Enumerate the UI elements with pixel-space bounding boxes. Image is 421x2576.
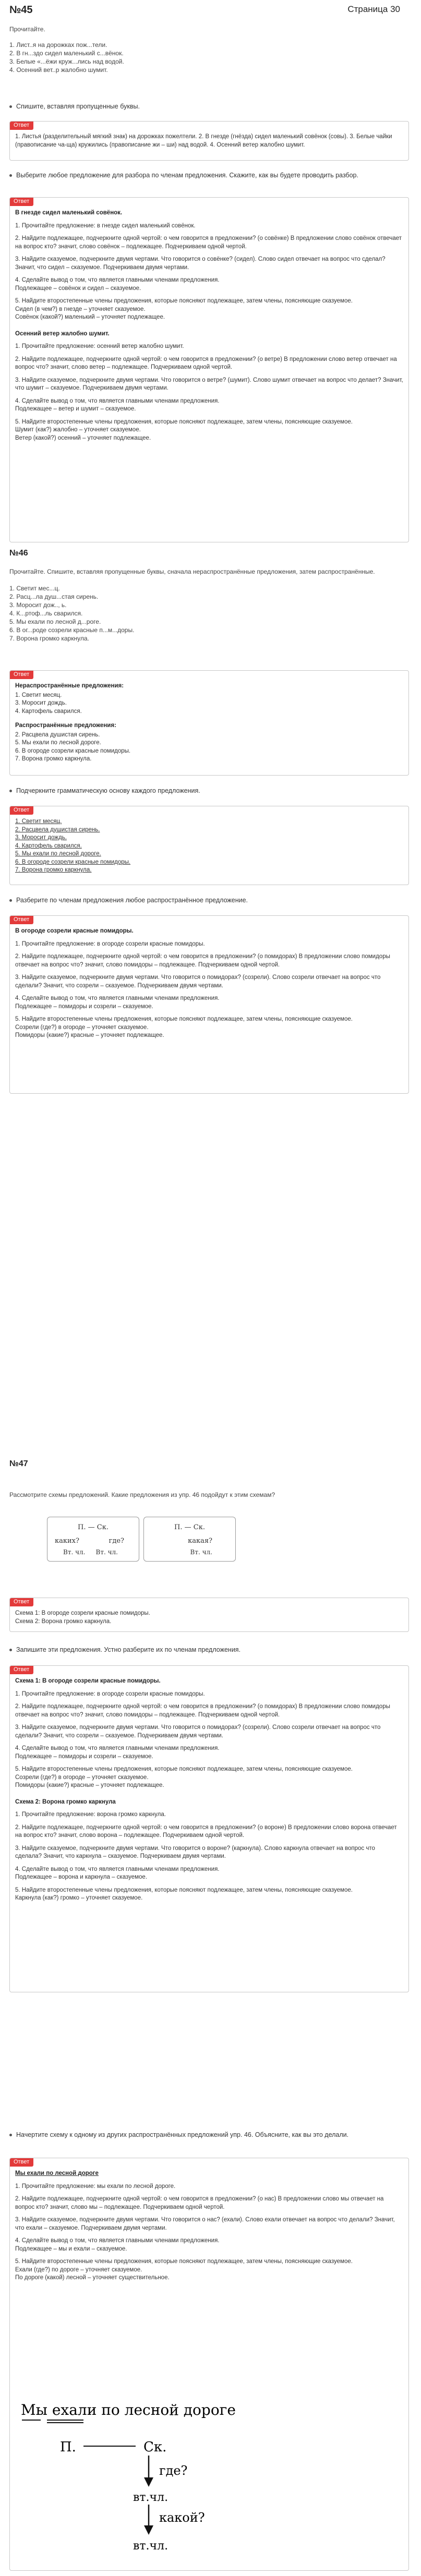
- answer-step: Ехали (где?) по дороге – уточняет сказуемое.: [15, 2266, 142, 2273]
- answer-step: 2. Найдите подлежащее, подчеркните одной чертой: о чем говорится в предложении? (о ветре) В предложении слово ветер отвечает на вопрос что? значит, слово ветер – подлежащее. Подчеркиваем одной чертой.: [15, 356, 397, 370]
- sentence: 4. Картофель сварился.: [15, 708, 82, 715]
- scheme-1: [47, 1517, 139, 1562]
- question: [9, 2131, 406, 2139]
- arrow-down-icon: [144, 2477, 153, 2487]
- scheme-secondary: Вт. чл.: [63, 1549, 86, 1556]
- task-46-item: 6. В ог...роде созрели красные п...м...доры.: [9, 626, 135, 634]
- answer-step: 2. Найдите подлежащее, подчеркните одной чертой: о чем говорится в предложении? (о помидорах) В предложении слово помидоры отвечает на вопрос что? значит, слово помидоры – подлежащее. Подчеркиваем одной чертой.: [15, 1703, 390, 1718]
- answer-step: 5. Найдите второстепенные члены предложения, которые поясняют подлежащее, затем члены, поясняющие сказуемое.: [15, 1016, 353, 1022]
- answer-box: [9, 915, 409, 1094]
- scheme-main-members: П. — Ск.: [174, 1523, 205, 1531]
- task-47-intro: Рассмотрите схемы предложений. Какие предложения из упр. 46 подойдут к этим схемам?: [9, 1491, 275, 1498]
- answer-step: 5. Найдите второстепенные члены предложения, которые поясняют подлежащее, затем члены, поясняющие сказуемое.: [15, 418, 353, 425]
- answer-step: 1. Прочитайте предложение: осенний ветер жалобно шумит.: [15, 343, 184, 349]
- answer-step: Подлежащее – помидоры и созрели – сказуемое.: [15, 1003, 153, 1010]
- handwritten-scheme: [16, 2394, 261, 2571]
- answer-body: [15, 1610, 403, 1626]
- answer-text: 1. Листья (разделительный мягкий знак) на дорожках пожелтели. 2. В гнезде (гнёзда) сидел маленький совёнок (совы). 3. Белые чайки (правописание ча-ща) кружились (правописание жи – ши) над водой. 4. Осенний ветер жалобно шумит.: [15, 134, 392, 148]
- answer-step: 2. Найдите подлежащее, подчеркните одной чертой: о чем говорится в предложении? (о нас) В предложении слово мы отвечает на вопрос кто? значит, слово мы – подлежащее. Подчеркиваем одной чертой.: [15, 2196, 384, 2210]
- question-text: Подчеркните грамматическую основу каждого предложения.: [16, 787, 200, 794]
- answer-label: Ответ: [9, 915, 33, 924]
- hw-secondary-2: вт.чл.: [133, 2539, 169, 2553]
- question-text: Запишите эти предложения. Устно разберите их по членам предложения.: [16, 1646, 241, 1653]
- answer-step: 3. Найдите сказуемое, подчеркните двумя чертами. Что говорится о нас? (ехали). Слово ехали отвечает на вопрос что делали? Значит, что ехали – сказуемое. Подчеркиваем двумя чертами.: [15, 2217, 395, 2231]
- sentence-title: Осенний ветер жалобно шумит.: [15, 330, 110, 337]
- sentence-title: В гнезде сидел маленький совёнок.: [15, 210, 123, 216]
- task-46-item: 1. Светит мес...ц.: [9, 585, 60, 592]
- answer-box: [9, 806, 409, 885]
- question: [9, 102, 406, 111]
- answer-step: 3. Найдите сказуемое, подчеркните двумя чертами. Что говорится о помидорах? (созрели). Слово созрели отвечает на вопрос что сделали? Значит, что созрели – сказуемое. Подчеркиваем двумя чертами.: [15, 1724, 381, 1739]
- hw-sentence: Мы ехали по лесной дороге: [21, 2401, 236, 2418]
- question-text: Спишите, вставляя пропущенные буквы.: [16, 103, 140, 110]
- answer-step: 1. Прочитайте предложение: мы ехали по лесной дороге.: [15, 2183, 176, 2190]
- scheme-secondary: Вт. чл.: [190, 1549, 212, 1556]
- sentence-title: Схема 1: В огороде созрели красные помидоры.: [15, 1678, 161, 1684]
- answer-box: [9, 121, 409, 161]
- scheme-2: [143, 1517, 236, 1562]
- sentence: 5. Мы ехали по лесной дороге.: [15, 851, 101, 857]
- answer-step: 1. Прочитайте предложение: в огороде созрели красные помидоры.: [15, 940, 205, 947]
- answer-step: Сидел (в чем?) в гнезде – уточняет сказуемое.: [15, 306, 146, 312]
- bullet-icon: [9, 105, 12, 108]
- question-text: Выберите любое предложение для разбора по членам предложения. Скажите, как вы будете проводить разбор.: [16, 172, 358, 179]
- sentence: 2. Расцвела душистая сирень.: [15, 826, 100, 833]
- answer-step: 5. Найдите второстепенные члены предложения, которые поясняют подлежащее, затем члены, поясняющие сказуемое.: [15, 298, 353, 304]
- answer-step: Подлежащее – ворона и каркнула – сказуемое.: [15, 1874, 148, 1880]
- answer-text: Схема 1: В огороде созрели красные помидоры.: [15, 1610, 150, 1616]
- answer-text: Схема 2: Ворона громко каркнула.: [15, 1618, 112, 1625]
- bullet-icon: [9, 2134, 12, 2136]
- page-number: Страница 30: [347, 4, 400, 14]
- answer-body: [15, 818, 403, 875]
- answer-step: 4. Сделайте вывод о том, что является главными членами предложения.: [15, 397, 220, 404]
- answer-box: [9, 197, 409, 542]
- answer-label: Ответ: [9, 121, 33, 130]
- task-number-47: №47: [9, 1459, 28, 1468]
- hw-subject: П.: [60, 2439, 76, 2455]
- question: [9, 896, 406, 904]
- answer-body: [15, 133, 403, 154]
- question-text: Начертите схему к одному из других распространённых предложений упр. 46. Объясните, как вы это делали.: [16, 2131, 349, 2138]
- answer-step: Ветер (какой?) осенний – уточняет подлежащее.: [15, 434, 151, 441]
- hw-secondary-1: вт.чл.: [133, 2491, 169, 2504]
- sentence: 7. Ворона громко каркнула.: [15, 867, 92, 873]
- bullet-icon: [9, 174, 12, 177]
- answer-step: Подлежащее – помидоры и созрели – сказуемое.: [15, 1753, 153, 1760]
- task-45-item: 2. В гн...здо сидел маленький с...вёнок.: [9, 50, 124, 57]
- answer-step: Подлежащее – ветер и шумит – сказуемое.: [15, 406, 136, 412]
- answer-step: 3. Найдите сказуемое, подчеркните двумя чертами. Что говорится о совёнке? (сидел). Слово сидел отвечает на вопрос что сделал? Значит, что сидел – сказуемое. Подчеркиваем двумя чертами.: [15, 256, 386, 271]
- task-46-intro: Прочитайте. Спишите, вставляя пропущенные буквы, сначала нераспространённые предложения, затем распространённые.: [9, 568, 375, 575]
- answer-step: Совёнок (какой?) маленький – уточняет подлежащее.: [15, 314, 165, 320]
- answer-step: 3. Найдите сказуемое, подчеркните двумя чертами. Что говорится о ветре? (шумит). Слово шумит отвечает на вопрос что делает? Значит, что шумит – сказуемое. Подчеркиваем двумя чертами.: [15, 377, 403, 391]
- answer-step: Созрели (где?) в огороде – уточняет сказуемое.: [15, 1024, 149, 1031]
- answer-step: Созрели (где?) в огороде – уточняет сказуемое.: [15, 1774, 149, 1781]
- answer-step: 3. Найдите сказуемое, подчеркните двумя чертами. Что говорится о вороне? (каркнула). Слово каркнула отвечает на вопрос что сделала? Значит, что каркнула – сказуемое. Подчеркиваем двумя чертами.: [15, 1845, 375, 1859]
- sentence: 3. Моросит дождь.: [15, 700, 67, 706]
- scheme-question: где?: [109, 1537, 124, 1545]
- answer-label: Ответ: [9, 1665, 33, 1674]
- answer-step: 4. Сделайте вывод о том, что является главными членами предложения.: [15, 995, 220, 1001]
- answer-body: [15, 1677, 403, 1903]
- bullet-icon: [9, 1649, 12, 1651]
- group-heading: Нераспространённые предложения:: [15, 683, 124, 689]
- scheme-question: каких?: [55, 1537, 79, 1545]
- answer-step: Шумит (как?) жалобно – уточняет сказуемое.: [15, 427, 141, 433]
- question: [9, 171, 406, 179]
- answer-step: По дороге (какой) лесной – уточняет существительное.: [15, 2275, 170, 2281]
- bullet-icon: [9, 899, 12, 902]
- sentence-title: Схема 2: Ворона громко каркнула: [15, 1798, 116, 1805]
- bullet-icon: [9, 790, 12, 792]
- sentence: 4. Картофель сварился.: [15, 842, 82, 849]
- answer-label: Ответ: [9, 197, 33, 206]
- task-46-item: 3. Моросит дож.., ь.: [9, 601, 67, 609]
- scheme-secondary: Вт. чл.: [95, 1549, 118, 1556]
- answer-label: Ответ: [9, 806, 33, 815]
- question-text: Разберите по членам предложения любое распространённое предложение.: [16, 897, 248, 904]
- question: [9, 1646, 406, 1654]
- answer-box: [9, 670, 409, 776]
- answer-step: Помидоры (какие?) красные – уточняет подлежащее.: [15, 1782, 164, 1788]
- task-46-item: 5. Мы ехали по лесной д...роге.: [9, 618, 101, 625]
- arrow-down-icon: [144, 2525, 153, 2535]
- task-45-item: 4. Осенний вет..р жалобно шумит.: [9, 66, 108, 74]
- sentence-title: В огороде созрели красные помидоры.: [15, 928, 134, 934]
- task-45-text: [9, 25, 406, 74]
- answer-step: 4. Сделайте вывод о том, что является главными членами предложения.: [15, 277, 220, 283]
- answer-label: Ответ: [9, 2158, 33, 2167]
- task-46-text: [9, 567, 406, 643]
- task-46-item: 4. К...ртоф...ль сварился.: [9, 610, 83, 617]
- answer-step: Подлежащее – совёнок и сидел – сказуемое.: [15, 285, 141, 292]
- answer-step: 2. Найдите подлежащее, подчеркните одной чертой: о чем говорится в предложении? (о помидорах) В предложении слово помидоры отвечает на вопрос что? значит, слово помидоры – подлежащее. Подчеркиваем одной чертой.: [15, 953, 390, 968]
- answer-step: 5. Найдите второстепенные члены предложения, которые поясняют подлежащее, затем члены, поясняющие сказуемое.: [15, 1766, 353, 1772]
- scheme-question: какая?: [188, 1537, 212, 1545]
- page-header: [0, 0, 421, 21]
- task-45-item: 3. Белые «...ёжи круж...лись над водой.: [9, 58, 124, 65]
- answer-label: Ответ: [9, 670, 33, 679]
- task-45-heading: Прочитайте.: [9, 26, 45, 33]
- sentence: 1. Светит месяц.: [15, 692, 62, 698]
- task-46-item: 7. Ворона громко каркнула.: [9, 635, 89, 642]
- group-heading: Распространённые предложения:: [15, 722, 116, 729]
- answer-step: 4. Сделайте вывод о том, что является главными членами предложения.: [15, 1866, 220, 1872]
- answer-body: [15, 927, 403, 1040]
- answer-step: Подлежащее – мы и ехали – сказуемое.: [15, 2245, 127, 2252]
- answer-step: 4. Сделайте вывод о том, что является главными членами предложения.: [15, 1745, 220, 1751]
- answer-step: Каркнула (как?) громко – уточняет сказуемое.: [15, 1895, 143, 1901]
- sentence: 6. В огороде созрели красные помидоры.: [15, 858, 131, 865]
- task-46-item: 2. Расц...ла душ...стая сирень.: [9, 593, 99, 600]
- answer-label: Ответ: [9, 1598, 33, 1606]
- sentence-title: Мы ехали по лесной дороге: [15, 2170, 99, 2176]
- hw-question-2: какой?: [159, 2510, 205, 2525]
- task-45-item: 1. Лист..я на дорожках пож...тели.: [9, 41, 107, 49]
- answer-box: [9, 1598, 409, 1632]
- answer-step: Помидоры (какие?) красные – уточняет подлежащее.: [15, 1032, 164, 1038]
- sentence: 2. Расцвела душистая сирень.: [15, 731, 100, 738]
- scheme-main-members: П. — Ск.: [78, 1523, 109, 1531]
- task-number-45: №45: [9, 4, 33, 16]
- sentence: 6. В огороде созрели красные помидоры.: [15, 747, 131, 754]
- answer-body: [15, 209, 403, 442]
- hw-predicate: Ск.: [143, 2439, 167, 2455]
- answer-step: 4. Сделайте вывод о том, что является главными членами предложения.: [15, 2238, 220, 2244]
- answer-step: 5. Найдите второстепенные члены предложения, которые поясняют подлежащее, затем члены, поясняющие сказуемое.: [15, 2258, 353, 2265]
- sentence: 1. Светит месяц.: [15, 818, 62, 825]
- answer-step: 3. Найдите сказуемое, подчеркните двумя чертами. Что говорится о помидорах? (созрели). Слово созрели отвечает на вопрос что сделали? Значит, что созрели – сказуемое. Подчеркиваем двумя чертами.: [15, 974, 381, 989]
- answer-box: [9, 1665, 409, 1992]
- hw-question-1: где?: [159, 2463, 188, 2478]
- sentence: 3. Моросит дождь.: [15, 835, 67, 841]
- task-number-46: №46: [9, 549, 28, 558]
- answer-step: 2. Найдите подлежащее, подчеркните одной чертой: о чем говорится в предложении? (о совёнке) В предложении слово совёнок отвечает на вопрос кто? значит, слово совёнок – подлежащее. Подчеркиваем одной чертой.: [15, 235, 402, 250]
- answer-step: 5. Найдите второстепенные члены предложения, которые поясняют подлежащее, затем члены, поясняющие сказуемое.: [15, 1886, 353, 1893]
- answer-body: [15, 2170, 403, 2282]
- sentence: 5. Мы ехали по лесной дороге.: [15, 740, 101, 746]
- answer-body: [15, 682, 403, 764]
- question: [9, 787, 406, 795]
- sentence: 7. Ворона громко каркнула.: [15, 756, 92, 762]
- answer-step: 1. Прочитайте предложение: в огороде созрели красные помидоры.: [15, 1690, 205, 1697]
- answer-step: 2. Найдите подлежащее, подчеркните одной чертой: о чем говорится в предложении? (о вороне) В предложении слово ворона отвечает на вопрос кто? значит, слово ворона – подлежащее. Подчеркиваем одной чертой.: [15, 1824, 397, 1839]
- answer-step: 1. Прочитайте предложение: в гнезде сидел маленький совёнок.: [15, 222, 196, 229]
- answer-step: 1. Прочитайте предложение: ворона громко каркнула.: [15, 1811, 166, 1818]
